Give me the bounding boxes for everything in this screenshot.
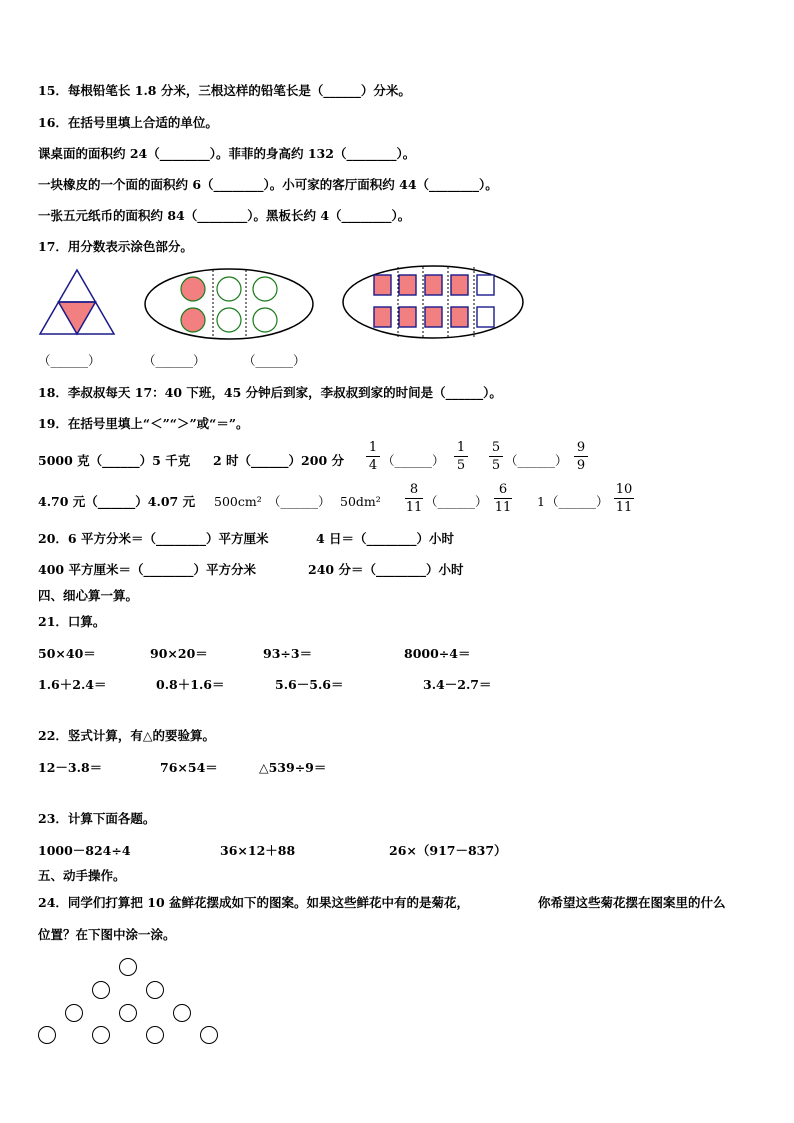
question-18: 18．李叔叔每天 17：40 下班，45 分钟后到家，李叔叔到家的时间是（______）。	[38, 385, 502, 400]
fraction-1-4: 1 4	[366, 440, 380, 473]
flower-pot-circle	[66, 1005, 83, 1022]
flower-pot-circle	[93, 982, 110, 999]
question-20-c: 400 平方厘米＝（________）平方分米	[38, 562, 256, 577]
question-24-line-1-cont: 你希望这些菊花摆在图案里的什么	[538, 895, 726, 910]
vertical-calc-item: 12－3.8＝	[38, 760, 103, 775]
fraction-8-11: 8 11	[405, 482, 423, 515]
oval-rectangles-figure	[342, 264, 526, 340]
flower-pot-circle	[201, 1027, 218, 1044]
question-17-answer-1[interactable]: （______）	[38, 353, 101, 368]
calc-item: 36×12＋88	[220, 843, 296, 858]
flower-pot-circle	[39, 1027, 56, 1044]
oral-item: 5.6－5.6＝	[275, 677, 344, 692]
flower-pot-circle	[120, 959, 137, 976]
fraction-6-11: 6 11	[494, 482, 512, 515]
compare-fraction-blank-3[interactable]: （______）	[425, 494, 488, 509]
question-19-title: 19．在括号里填上“＜”“＞”或“＝”。	[38, 416, 249, 431]
compare-fraction-blank-4[interactable]: （______）	[546, 494, 609, 509]
oral-item: 3.4－2.7＝	[423, 677, 492, 692]
question-17-answer-2[interactable]: （______）	[143, 353, 206, 368]
compare-area-right: 50dm²	[340, 494, 381, 509]
calc-item: 26×（917－837）	[389, 843, 507, 858]
question-23-title: 23．计算下面各题。	[38, 811, 156, 826]
calc-item: 1000－824÷4	[38, 843, 131, 858]
oral-item: 93÷3＝	[263, 646, 313, 661]
fraction-1-5: 1 5	[454, 440, 468, 473]
flower-pot-circle	[120, 1005, 137, 1022]
question-16-line-1: 课桌面的面积约 24（________）。菲菲的身高约 132（________）。	[38, 146, 416, 161]
compare-mass: 5000 克（______）5 千克	[38, 453, 191, 468]
question-16-title: 16．在括号里填上合适的单位。	[38, 115, 218, 130]
question-20-a: 20．6 平方分米＝（________）平方厘米	[38, 531, 269, 546]
question-24-line-2: 位置？在下图中涂一涂。	[38, 927, 176, 942]
question-22-title: 22．竖式计算，有△的要验算。	[38, 728, 216, 743]
flower-pot-circle	[147, 982, 164, 999]
flower-pot-circle	[93, 1027, 110, 1044]
question-24-line-1: 24．同学们打算把 10 盆鲜花摆成如下的图案。如果这些鲜花中有的是菊花，	[38, 895, 469, 910]
question-20-b: 4 日＝（________）小时	[316, 531, 455, 546]
question-17-title: 17．用分数表示涂色部分。	[38, 239, 193, 254]
oral-item: 50×40＝	[38, 646, 96, 661]
flower-pattern[interactable]	[36, 956, 226, 1048]
oral-item: 1.6＋2.4＝	[38, 677, 107, 692]
section-5-heading: 五、动手操作。	[38, 868, 126, 883]
fraction-10-11: 10 11	[615, 482, 633, 515]
section-4-heading: 四、细心算一算。	[38, 588, 139, 603]
compare-fraction-blank-2[interactable]: （______）	[505, 453, 568, 468]
oral-item: 8000÷4＝	[404, 646, 471, 661]
oval-circles-figure	[144, 267, 316, 341]
question-15: 15．每根铅笔长 1.8 分米，三根这样的铅笔长是（______）分米。	[38, 83, 411, 98]
question-21-title: 21．口算。	[38, 614, 106, 629]
question-16-line-3: 一张五元纸币的面积约 84（________）。黑板长约 4（________）。	[38, 208, 411, 223]
flower-pot-circle	[147, 1027, 164, 1044]
question-20-d: 240 分＝（________）小时	[308, 562, 464, 577]
compare-fraction-blank-1[interactable]: （______）	[382, 453, 445, 468]
compare-area-left: 500cm²	[214, 494, 262, 509]
compare-time: 2 时（______）200 分	[213, 453, 344, 468]
fraction-9-9: 9 9	[574, 440, 588, 473]
compare-money: 4.70 元（______）4.07 元	[38, 494, 196, 509]
flower-pot-circle	[174, 1005, 191, 1022]
question-16-line-2: 一块橡皮的一个面的面积约 6（________）。小可家的客厅面积约 44（________）。	[38, 177, 498, 192]
compare-area-blank[interactable]: （______）	[268, 494, 331, 509]
question-17-answer-3[interactable]: （______）	[243, 353, 306, 368]
compare-one: 1	[537, 494, 545, 509]
oral-item: 90×20＝	[150, 646, 208, 661]
fraction-5-5: 5 5	[489, 440, 503, 473]
vertical-calc-item: 76×54＝	[160, 760, 218, 775]
vertical-calc-item: △539÷9＝	[259, 760, 327, 775]
triangle-figure	[38, 268, 118, 338]
oral-item: 0.8＋1.6＝	[156, 677, 225, 692]
